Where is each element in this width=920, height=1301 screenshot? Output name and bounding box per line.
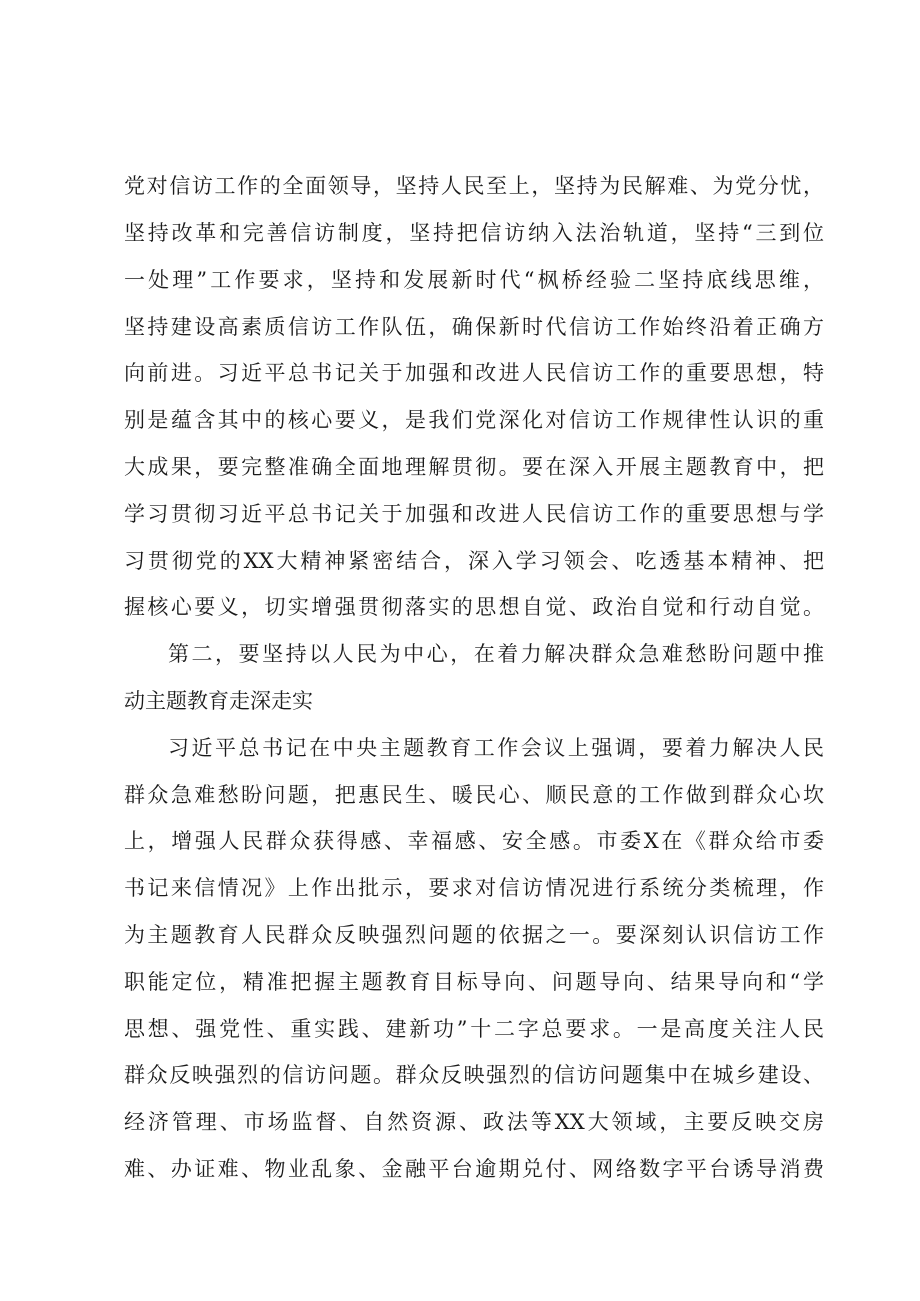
- paragraph-line: 群众急难愁盼问题，把惠民生、暖民心、顺民意的工作做到群众心坎: [124, 783, 824, 807]
- paragraph-line: 握核心要义，切实增强贯彻落实的思想自觉、政治自觉和行动自觉。: [124, 595, 824, 619]
- paragraph-line: 为主题教育人民群众反映强烈问题的依据之一。要深刻认识信访工作: [124, 923, 824, 947]
- paragraph-line: 向前进。习近平总书记关于加强和改进人民信访工作的重要思想，特: [124, 361, 824, 385]
- paragraph-line: 一处理”工作要求，坚持和发展新时代“枫桥经验二坚持底线思维，: [124, 268, 824, 292]
- section-heading-line: 动主题教育走深走实: [124, 689, 313, 713]
- paragraph-line: 坚持建设高素质信访工作队伍，确保新时代信访工作始终沿着正确方: [124, 315, 824, 339]
- paragraph-line: 思想、强党性、重实践、建新功”十二字总要求。一是高度关注人民: [124, 1017, 824, 1041]
- paragraph-line: 难、办证难、物业乱象、金融平台逾期兑付、网络数字平台诱导消费: [124, 1157, 824, 1181]
- paragraph-line: 坚持改革和完善信访制度，坚持把信访纳入法治轨道，坚持“三到位: [124, 221, 824, 245]
- paragraph-line: 上，增强人民群众获得感、幸福感、安全感。市委X在《群众给市委: [124, 829, 824, 853]
- paragraph-line: 学习贯彻习近平总书记关于加强和改进人民信访工作的重要思想与学: [124, 502, 824, 526]
- paragraph-line: 职能定位，精准把握主题教育目标导向、问题导向、结果导向和“学: [124, 970, 824, 994]
- section-heading-line: 第二，要坚持以人民为中心，在着力解决群众急难愁盼问题中推: [168, 642, 824, 666]
- paragraph-line: 党对信访工作的全面领导，坚持人民至上，坚持为民解难、为党分忧，: [124, 174, 824, 198]
- paragraph-line: 经济管理、市场监督、自然资源、政法等XX大领域，主要反映交房: [124, 1110, 824, 1134]
- paragraph-line: 习贯彻党的XX大精神紧密结合，深入学习领会、吃透基本精神、把: [124, 549, 824, 573]
- paragraph-line: 别是蕴含其中的核心要义，是我们党深化对信访工作规律性认识的重: [124, 408, 824, 432]
- paragraph-line: 大成果，要完整准确全面地理解贯彻。要在深入开展主题教育中，把: [124, 455, 824, 479]
- paragraph-line: 书记来信情况》上作出批示，要求对信访情况进行系统分类梳理，作: [124, 876, 824, 900]
- paragraph-line: 习近平总书记在中央主题教育工作会议上强调，要着力解决人民: [168, 736, 824, 760]
- paragraph-line: 群众反映强烈的信访问题。群众反映强烈的信访问题集中在城乡建设、: [124, 1063, 824, 1087]
